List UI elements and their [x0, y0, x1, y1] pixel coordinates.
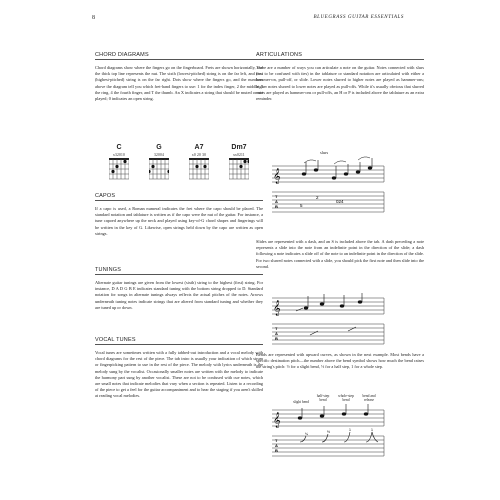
bend-label: bend and release	[362, 394, 376, 402]
notation-staff	[256, 152, 424, 252]
section-body: Alternate guitar tunings are given from the lowest (sixth) string to the highest (first) string. For instance, D A D G B E indicates standard tuning with the bottom string dropped to D. Standard notation for songs in alternate tunings always reflects the actual pitches of the notes. Arrows underneath tuning notes indicate strings that are altered from standard tuning and whether they are tuned up or down.	[95, 280, 263, 310]
svg-text:B: B	[275, 336, 278, 341]
section-heading: VOCAL TUNES	[95, 337, 263, 345]
chord-diagram	[147, 144, 171, 182]
svg-text:A: A	[275, 443, 278, 448]
chord-grid	[109, 158, 129, 182]
figure-label: slurs	[320, 150, 329, 155]
section-heading: ARTICULATIONS	[256, 52, 424, 60]
tab-number: 024	[336, 199, 344, 204]
section-heading: CAPOS	[95, 193, 263, 201]
svg-text:𝄞: 𝄞	[273, 301, 281, 316]
section-body: If a capo is used, a Roman numeral indicates the fret where the capo should be placed. The standard notation and tablature is written as if the capo were the nut of the guitar. For instance, a tune capoed anywhere up the neck and played using key-of-G chord shapes and fingerings will be written in the key of G. Likewise, open strings held down by the capo are written as open strings.	[95, 206, 263, 236]
chord-fingering: xx0211	[233, 153, 245, 157]
chord-name: C	[116, 144, 122, 151]
bends-text: Bends are represented with upward curves, as shown in the next example. Most bends have a specific destination pitch—the number above the bend symbol shows how much the bend raises the string's pitch: ½ for a slight bend, ½ for a half step, 1 for a whole step.	[256, 352, 424, 370]
tab-number: 2	[316, 195, 319, 200]
vocal-tunes-section	[95, 337, 263, 400]
articulations-section	[256, 52, 424, 102]
svg-text:B: B	[275, 204, 278, 209]
bend-amount: 1	[349, 428, 351, 432]
chord-fingering: x32010	[113, 153, 125, 157]
slides-text: Slides are represented with a dash, and an S is included above the tab. A dash preceding a note represents a slide into the note from an indefinite point in the direction of the slide; a dash following a note indicates a slide off of the note to an indefinite point in the direction of the slide. For two slurred notes connected with a slide, you should pick the first note and then slide into the second.	[256, 239, 424, 269]
chord-name: G	[156, 144, 162, 151]
chord-diagram	[107, 144, 131, 182]
chord-diagram	[187, 144, 211, 182]
chord-grid	[189, 158, 209, 182]
tab-number: 5	[300, 203, 303, 208]
bend-amount: ¼	[305, 432, 308, 436]
running-head: BLUEGRASS GUITAR ESSENTIALS	[313, 15, 404, 20]
slurs-notation-figure	[256, 150, 424, 252]
bends-text-block	[256, 352, 424, 371]
section-body: Vocal tunes are sometimes written with a fully tabbed-out introduction and a vocal melody with chord diagrams for the rest of the piece. The tab intro is usually your indication of which strum or fingerpicking pattern to use in the rest of the piece. The melody with lyrics underneath is the melody sung by the vocalist. Occasionally smaller notes are written with the melody to indicate the harmony part sung by another vocalist. These are not to be confused with cue notes, which are small notes that indicate melodies that vary when a section is repeated. Listen to a recording of the piece to get a feel for the guitar accompaniment and to hear the staging if you aren't skilled at reading vocal melodies.	[95, 350, 263, 399]
chord-diagram-row	[95, 144, 263, 190]
bend-amount: 1	[371, 428, 373, 432]
svg-text:𝄞: 𝄞	[273, 169, 281, 184]
slides-text-block	[256, 239, 424, 270]
chord-fingering: 32004	[154, 153, 164, 157]
chord-grid	[229, 158, 249, 182]
bend-label: whole-step bend	[338, 394, 354, 402]
section-body: There are a number of ways you can articulate a note on the guitar. Notes connected with slurs (not to be confused with ties) in the tablature or standard notation are articulated with either a hammer-on, pull-off, or slide. Lower notes slurred to higher notes are played as hammer-ons; higher notes slurred to lower notes are played as pull-offs. While it's usually obvious that slurred notes are played as hammer-ons or pull-offs, an H or P is included above the tablature as an extra reminder.	[256, 65, 424, 102]
notation-staff	[256, 390, 424, 460]
chord-fingering: x0 20 30	[191, 153, 207, 157]
svg-text:A: A	[275, 199, 278, 204]
section-body: Chord diagrams show where the fingers go on the fingerboard. Frets are shown horizontally, and the thick top line represents the nut. The sixth (lowest-pitched) string is on the far left, and first (highest-pitched) string is on the far right. Dots show where the fingers go, and the numbers above the diagram tell you which fret-hand fingers to use: 1 for the index finger, 2 the middle, 3 the ring, 4 the fourth finger, and T the thumb. An X indicates a string that should be muted or not played; 0 indicates an open string.	[95, 65, 263, 102]
bends-notation-figure	[256, 390, 424, 460]
svg-text:A: A	[275, 331, 278, 336]
tunings-section	[95, 267, 263, 311]
bend-label: half-step bend	[316, 394, 330, 402]
chord-diagram	[227, 144, 251, 182]
capos-section	[95, 193, 263, 237]
chord-name: Dm7	[231, 144, 247, 151]
slides-notation-figure	[256, 290, 424, 350]
bend-label: slight bend	[293, 400, 309, 404]
section-heading: CHORD DIAGRAMS	[95, 52, 263, 60]
svg-text:T: T	[275, 194, 278, 199]
svg-text:T: T	[275, 438, 278, 443]
svg-text:𝄞: 𝄞	[273, 413, 281, 428]
chord-name: A7	[194, 144, 204, 151]
section-heading: TUNINGS	[95, 267, 263, 275]
bend-amount: ½	[327, 430, 330, 434]
notation-staff	[256, 290, 424, 350]
chord-diagrams-section	[95, 52, 263, 102]
svg-text:B: B	[275, 448, 278, 453]
page-number: 8	[92, 15, 95, 21]
chord-grid	[149, 158, 169, 182]
svg-text:T: T	[275, 326, 278, 331]
